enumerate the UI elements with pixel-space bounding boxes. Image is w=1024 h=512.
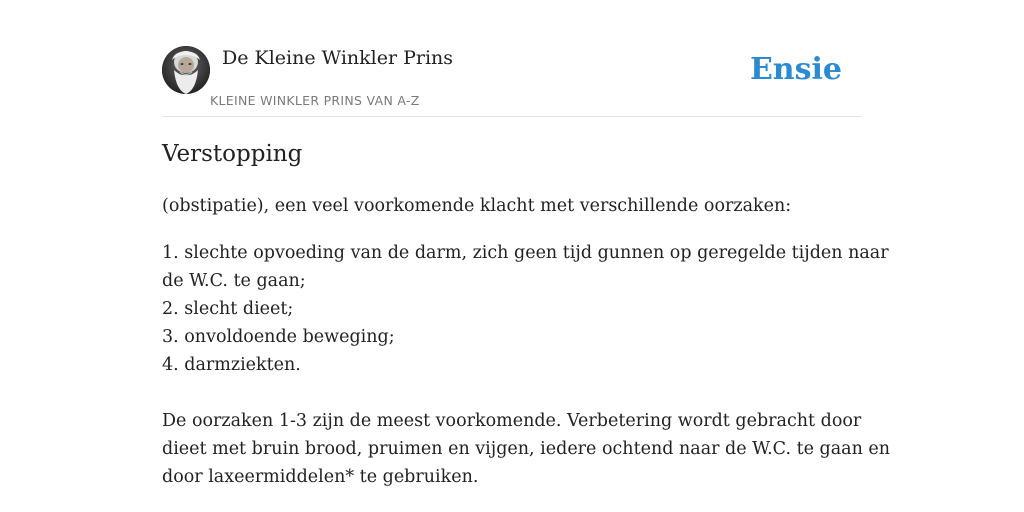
list-line: 4. darmziekten.: [162, 355, 301, 375]
conclusion-line: De oorzaken 1-3 zijn de meest voorkomende. Verbetering wordt gebracht door: [162, 411, 862, 431]
list-line: 2. slecht dieet;: [162, 299, 294, 319]
page: [162, 0, 891, 512]
cause-list: [162, 239, 889, 379]
conclusion-line: door laxeermiddelen* te gebruiken.: [162, 467, 479, 487]
source-title[interactable]: De Kleine Winkler Prins: [222, 47, 454, 69]
source-header: [162, 0, 862, 117]
conclusion-line: dieet met bruin brood, pruimen en vijgen, iedere ochtend naar de W.C. te gaan en: [162, 439, 891, 459]
list-line: 1. slechte opvoeding van de darm, zich geen tijd gunnen op geregelde tijden naar: [162, 243, 889, 263]
list-line: 3. onvoldoende beweging;: [162, 327, 395, 347]
source-subtitle[interactable]: KLEINE WINKLER PRINS VAN A-Z: [210, 93, 420, 108]
list-line: de W.C. te gaan;: [162, 271, 306, 291]
article-conclusion: [162, 407, 891, 491]
ensie-logo-link[interactable]: Ensie: [749, 52, 842, 87]
bearded-man-portrait-icon[interactable]: [162, 46, 210, 94]
article-intro: (obstipatie), een veel voorkomende klacht met verschillende oorzaken:: [162, 196, 792, 216]
article-title: Verstopping: [162, 141, 303, 167]
